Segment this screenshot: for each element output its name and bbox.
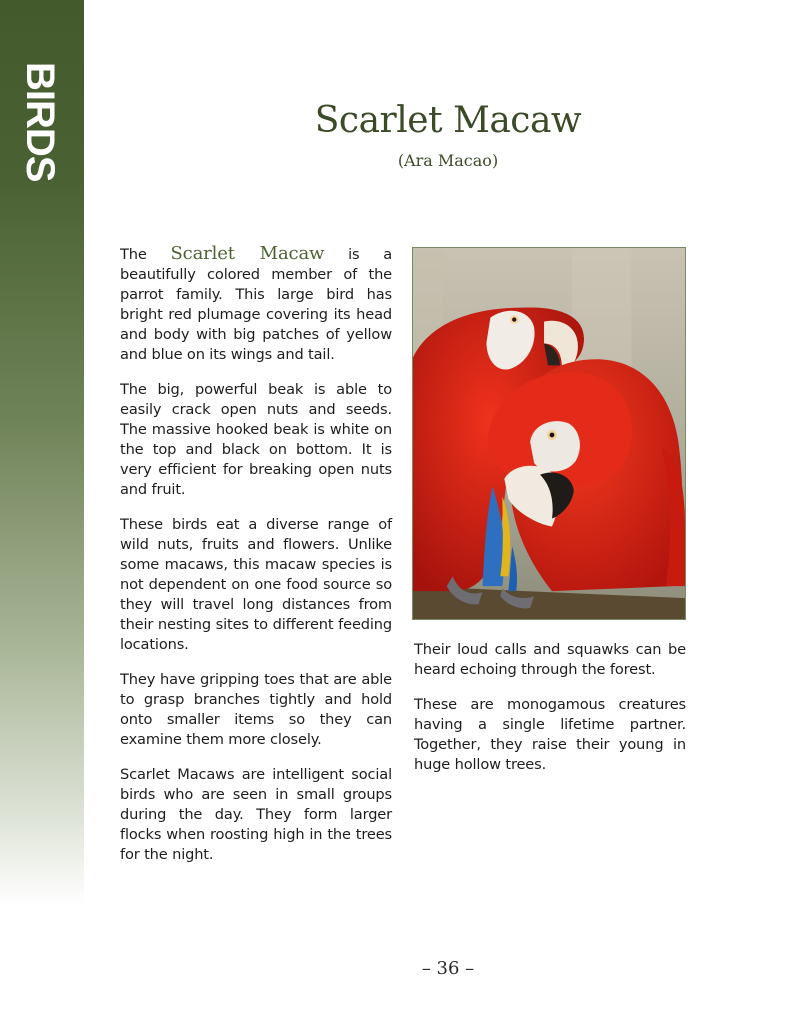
calls-paragraph: Their loud calls and squawks can be heard echoing through the forest. [414,641,686,678]
diet-paragraph: These birds eat a diverse range of wild nuts, fruits and flowers. Unlike some macaws, this macaw species is not dependent on one food source so they will travel long distances from their nesting sites to different feeding locations. [120,516,392,653]
toes-paragraph: They have gripping toes that are able to grasp branches tightly and hold onto smaller items so they can examine them more closely. [120,671,392,748]
scientific-name: (Ara Macao) [397,151,499,170]
macaw-illustration [413,248,685,619]
intro-prefix: The [120,246,171,263]
beak-paragraph: The big, powerful beak is able to easily crack open nuts and seeds. The massive hooked beak is white on the top and black on bottom. It is very efficient for breaking open nuts and fruit. [120,381,392,498]
page-number: – 36 – [421,958,475,979]
intro-paragraph [120,244,392,365]
page-title: Scarlet Macaw [314,100,582,141]
intro-rest: is a beautifully colored member of the parrot family. This large bird has bright red plumage covering its head and body with big patches of yellow and blue on its wings and tail. [120,246,392,363]
mating-paragraph: These are monogamous creatures having a single lifetime partner. Together, they raise their young in huge hollow trees. [414,696,686,773]
right-column [414,640,686,790]
section-sidebar [0,0,84,905]
social-paragraph: Scarlet Macaws are intelligent social birds who are seen in small groups during the day. They form larger flocks when roosting high in the trees for the night. [120,766,392,863]
intro-highlight: Scarlet Macaw [170,243,325,264]
section-label: BIRDS [18,62,62,182]
scarlet-macaw-photo [412,247,686,620]
left-column [120,244,392,880]
